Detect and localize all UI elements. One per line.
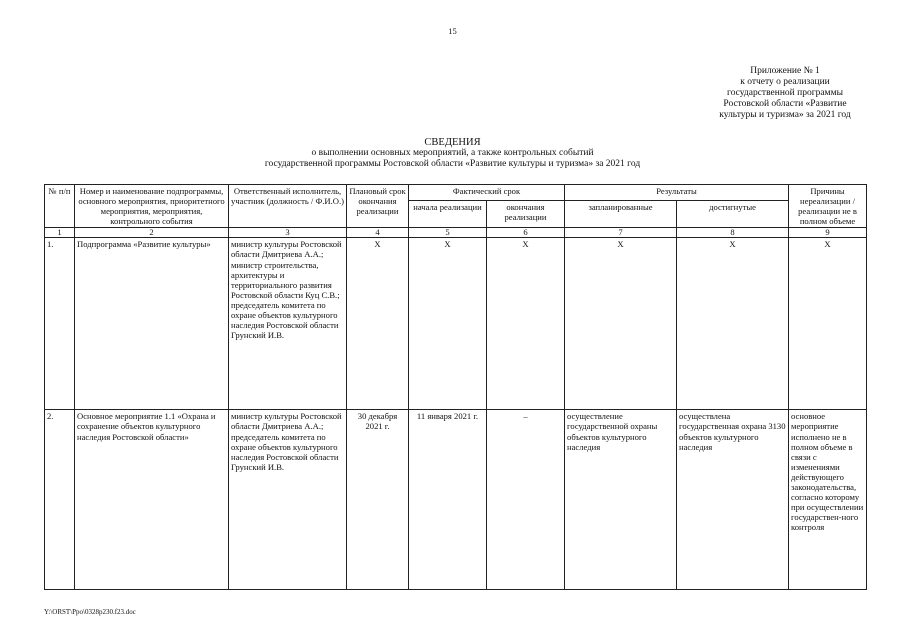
header-actual: Фактический срок [409,185,565,201]
row-actual-start: 11 января 2021 г. [409,410,487,590]
row-reasons: основное мероприятие исполнено не в полном объеме в связи с изменениями действующего законодательства, согласно которому при осуществлении государствен-ного контроля [789,410,867,590]
header-actual-end: окончания реализации [487,200,565,228]
header-results: Результаты [565,185,789,201]
header-num: № п/п [45,185,75,228]
report-table [44,184,867,590]
appendix-line: культуры и туризма» за 2021 год [719,110,851,120]
row-reasons: X [789,238,867,410]
row-name: Подпрограмма «Развитие культуры» [75,238,229,410]
file-path-footer: Y:\ORST\Ppo\0328p230.f23.doc [44,608,136,616]
appendix-line: государственной программы [727,88,843,98]
row-num: 1. [45,238,75,410]
table-row [45,410,867,590]
row-name: Основное мероприятие 1.1 «Охрана и сохранение объектов культурного наследия Ростовской области» [75,410,229,590]
row-planned: 30 декабря 2021 г. [347,410,409,590]
header-results-planned: запланированные [565,200,677,228]
appendix-line: Приложение № 1 [750,66,820,76]
row-actual-end: – [487,410,565,590]
appendix-block [690,66,880,121]
page-number: 15 [448,26,457,36]
table-row [45,238,867,410]
column-number: 3 [229,228,347,238]
header-actual-start: начала реализации [409,200,487,228]
header-responsible: Ответственный исполнитель, участник (должность / Ф.И.О.) [229,185,347,228]
row-planned: X [347,238,409,410]
row-responsible: министр культуры Ростовской области Дмитриева А.А.; председатель комитета по охране объектов культурного наследия Ростовской области Грунский И.В. [229,410,347,590]
title-line: о выполнении основных мероприятий, а также контрольных событий [311,148,594,158]
column-number: 1 [45,228,75,238]
column-number: 4 [347,228,409,238]
row-results-planned: осуществление государственной охраны объектов культурного наследия [565,410,677,590]
column-number: 5 [409,228,487,238]
header-reasons: Причины нереализации / реализации не в полном объеме [789,185,867,228]
column-number: 6 [487,228,565,238]
row-results-planned: X [565,238,677,410]
title-line: государственной программы Ростовской области «Развитие культуры и туризма» за 2021 год [264,159,641,169]
column-number-row [45,228,867,238]
header-name: Номер и наименование подпрограммы, основного мероприятия, приоритетного мероприятия, мероприятия, контрольного события [75,185,229,228]
row-responsible: министр культуры Ростовской области Дмитриева А.А.; министр строительства, архитектуры и территориального развития Ростовской области Куц С.В.; председатель комитета по охране объектов культурного наследия Ростовской области Грунский И.В. [229,238,347,410]
document-title [0,137,905,170]
row-results-achieved: осуществлена государственная охрана 3130 объектов культурного наследия [677,410,789,590]
column-number: 2 [75,228,229,238]
column-number: 8 [677,228,789,238]
appendix-line: к отчету о реализации [740,77,830,87]
header-planned: Плановый срок окончания реализации [347,185,409,228]
row-actual-end: X [487,238,565,410]
appendix-line: Ростовской области «Развитие [723,99,847,109]
row-num: 2. [45,410,75,590]
column-number: 9 [789,228,867,238]
column-number: 7 [565,228,677,238]
header-results-achieved: достигнутые [677,200,789,228]
title-main: СВЕДЕНИЯ [424,137,481,148]
row-results-achieved: X [677,238,789,410]
row-actual-start: X [409,238,487,410]
